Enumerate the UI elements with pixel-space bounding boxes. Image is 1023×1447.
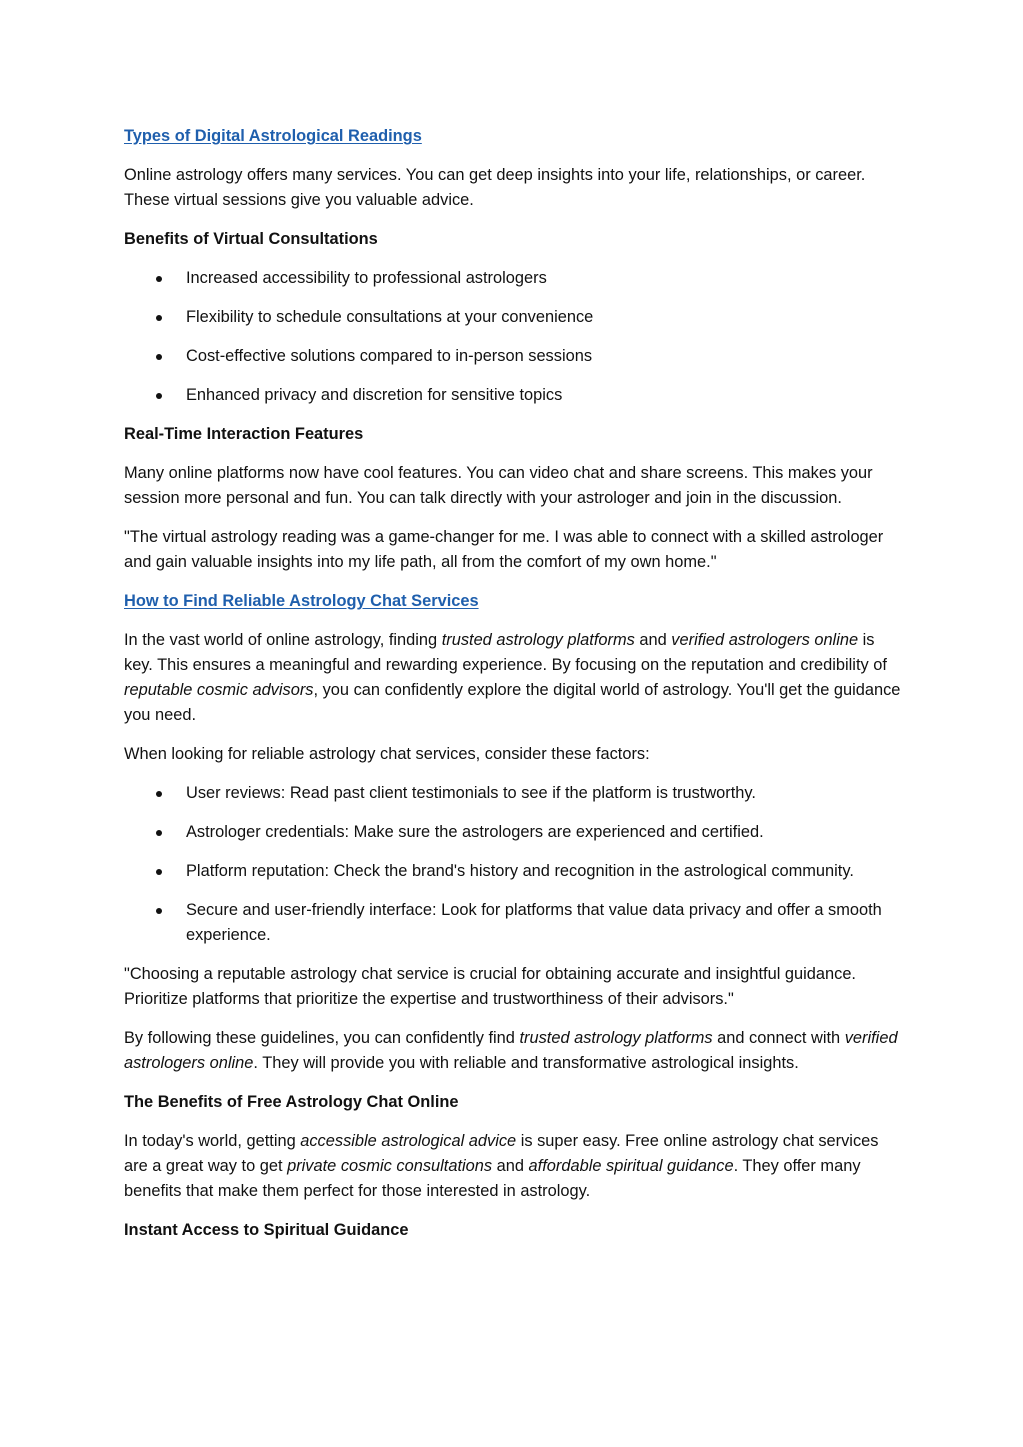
emphasis-text: affordable spiritual guidance (528, 1157, 734, 1175)
document-page (124, 124, 904, 1257)
text-run: By following these guidelines, you can confidently find (124, 1029, 520, 1047)
benefits-list (124, 266, 904, 408)
realtime-heading: Real-Time Interaction Features (124, 425, 364, 443)
list-item (124, 781, 904, 806)
list-item (124, 820, 904, 845)
list-item-text: User reviews: Read past client testimonials to see if the platform is trustworthy. (186, 784, 756, 802)
list-item-text: Cost-effective solutions compared to in-person sessions (186, 347, 593, 365)
list-item-text: Enhanced privacy and discretion for sensitive topics (186, 386, 563, 404)
intro-paragraph: Online astrology offers many services. You can get deep insights into your life, relationships, or career. These virtual sessions give you valuable advice. (124, 166, 866, 209)
list-item-text: Increased accessibility to professional astrologers (186, 269, 547, 287)
free-chat-benefits-heading: The Benefits of Free Astrology Chat Online (124, 1093, 459, 1111)
bullet-icon (156, 354, 162, 360)
emphasis-text: reputable cosmic advisors (124, 681, 314, 699)
text-run: and (492, 1157, 529, 1175)
text-run: is key. This ensures a meaningful and rewarding experience. By focusing on the reputation and credibility of (124, 631, 887, 674)
link-heading-find-reliable-services[interactable]: How to Find Reliable Astrology Chat Services (124, 592, 479, 610)
list-item (124, 266, 904, 291)
emphasis-text: verified astrologers online (671, 631, 859, 649)
text-run: and (634, 631, 672, 649)
instant-access-heading: Instant Access to Spiritual Guidance (124, 1221, 409, 1239)
bullet-icon (156, 908, 162, 914)
text-run: . They will provide you with reliable and transformative astrological insights. (253, 1054, 799, 1072)
reliable-services-paragraph (124, 628, 904, 728)
emphasis-text: accessible astrological advice (300, 1132, 517, 1150)
list-item-text: Platform reputation: Check the brand's history and recognition in the astrological community. (186, 862, 854, 880)
testimonial-quote: "The virtual astrology reading was a game-changer for me. I was able to connect with a skilled astrologer and gain valuable insights into my life path, all from the comfort of my own home." (124, 528, 884, 571)
list-item (124, 344, 904, 369)
list-item (124, 898, 904, 948)
benefits-heading: Benefits of Virtual Consultations (124, 230, 378, 248)
list-item-text: Flexibility to schedule consultations at your convenience (186, 308, 594, 326)
bullet-icon (156, 869, 162, 875)
link-heading-types-of-readings[interactable]: Types of Digital Astrological Readings (124, 127, 422, 145)
text-run: In today's world, getting (124, 1132, 301, 1150)
bullet-icon (156, 276, 162, 282)
bullet-icon (156, 393, 162, 399)
list-item (124, 859, 904, 884)
emphasis-text: private cosmic consultations (287, 1157, 493, 1175)
text-run: is super easy. Free online astrology chat services are a great way to get (124, 1132, 879, 1175)
list-item (124, 305, 904, 330)
list-item (124, 383, 904, 408)
text-run: , you can confidently explore the digital world of astrology. You'll get the guidance you need. (124, 681, 901, 724)
emphasis-text: verified astrologers online (124, 1029, 898, 1072)
guidelines-paragraph (124, 1026, 904, 1076)
bullet-icon (156, 315, 162, 321)
text-run: and connect with (712, 1029, 845, 1047)
factors-list (124, 781, 904, 948)
text-run: . They offer many benefits that make them perfect for those interested in astrology. (124, 1157, 861, 1200)
bullet-icon (156, 830, 162, 836)
list-item-text: Astrologer credentials: Make sure the astrologers are experienced and certified. (186, 823, 764, 841)
emphasis-text: trusted astrology platforms (519, 1029, 713, 1047)
list-item-text: Secure and user-friendly interface: Look for platforms that value data privacy and offer a smooth experience. (186, 901, 882, 944)
section-find-reliable-services (124, 589, 904, 614)
text-run: In the vast world of online astrology, finding (124, 631, 442, 649)
advice-quote: "Choosing a reputable astrology chat service is crucial for obtaining accurate and insightful guidance. Prioritize platforms that prioritize the expertise and trustworthiness of their advisors." (124, 965, 856, 1008)
emphasis-text: trusted astrology platforms (441, 631, 635, 649)
bullet-icon (156, 791, 162, 797)
free-chat-paragraph (124, 1129, 904, 1204)
factors-intro: When looking for reliable astrology chat services, consider these factors: (124, 745, 650, 763)
realtime-paragraph: Many online platforms now have cool features. You can video chat and share screens. This makes your session more personal and fun. You can talk directly with your astrologer and join in the discussion. (124, 464, 873, 507)
section-types-of-readings (124, 124, 904, 149)
